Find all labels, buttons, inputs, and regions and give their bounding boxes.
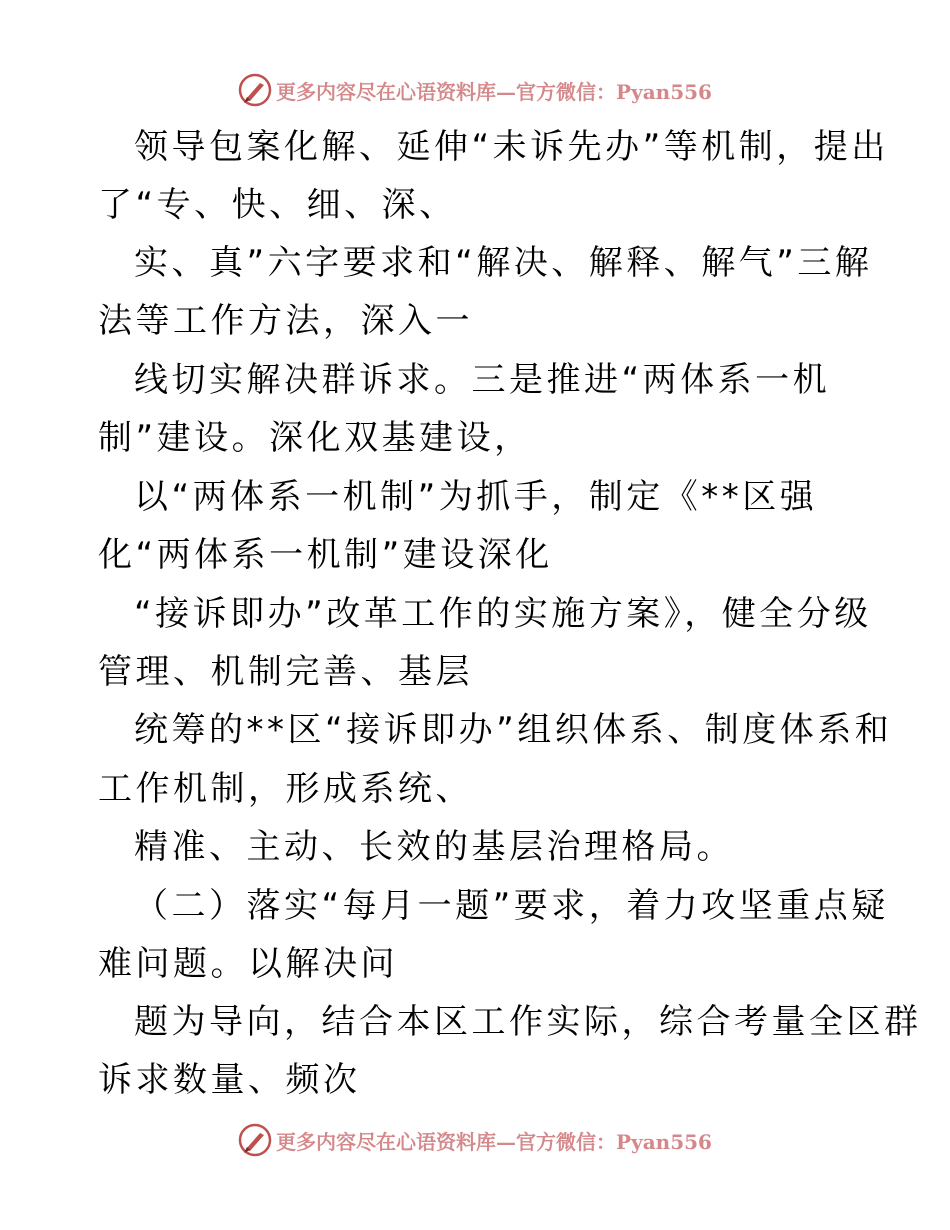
text-line: （二）落实“每月一题”要求，着力攻坚重点疑 [134,886,889,926]
text-line: 了“专、快、细、深、 [98,185,457,225]
text-line: 法等工作方法，深入一 [98,301,473,341]
text-line: 化“两体系一机制”建设深化 [98,535,553,575]
watermark-text: 更多内容尽在心语资料库—官方微信：Pyan556 [276,1129,712,1154]
text-line: 题为导向，结合本区工作实际，综合考量全区群 [134,1002,922,1042]
text-line: 以“两体系一机制”为抓手，制定《**区强 [134,477,818,517]
watermark-text: 更多内容尽在心语资料库—官方微信：Pyan556 [276,79,712,104]
text-line: 统筹的**区“接诉即办”组织体系、制度体系和 [134,710,893,750]
text-line: 诉求数量、频次 [98,1060,361,1100]
text-line: 管理、机制完善、基层 [98,652,473,692]
pen-logo-icon [238,1123,272,1157]
text-line: 难问题。以解决问 [98,944,398,984]
pen-logo-icon [238,73,272,107]
text-line: 实、真”六字要求和“解决、解释、解气”三解 [134,243,873,283]
text-line: 线切实解决群诉求。三是推进“两体系一机 [134,360,831,400]
text-line: 制”建设。深化双基建设， [98,418,532,458]
text-line: 领导包案化解、延伸“未诉先办”等机制，提出 [134,127,889,167]
text-line: 工作机制，形成系统、 [98,769,473,809]
header-watermark [0,70,950,110]
text-line: “接诉即办”改革工作的实施方案》，健全分级 [134,594,872,634]
text-line: 精准、主动、长效的基层治理格局。 [134,827,734,867]
footer-watermark [0,1120,950,1160]
